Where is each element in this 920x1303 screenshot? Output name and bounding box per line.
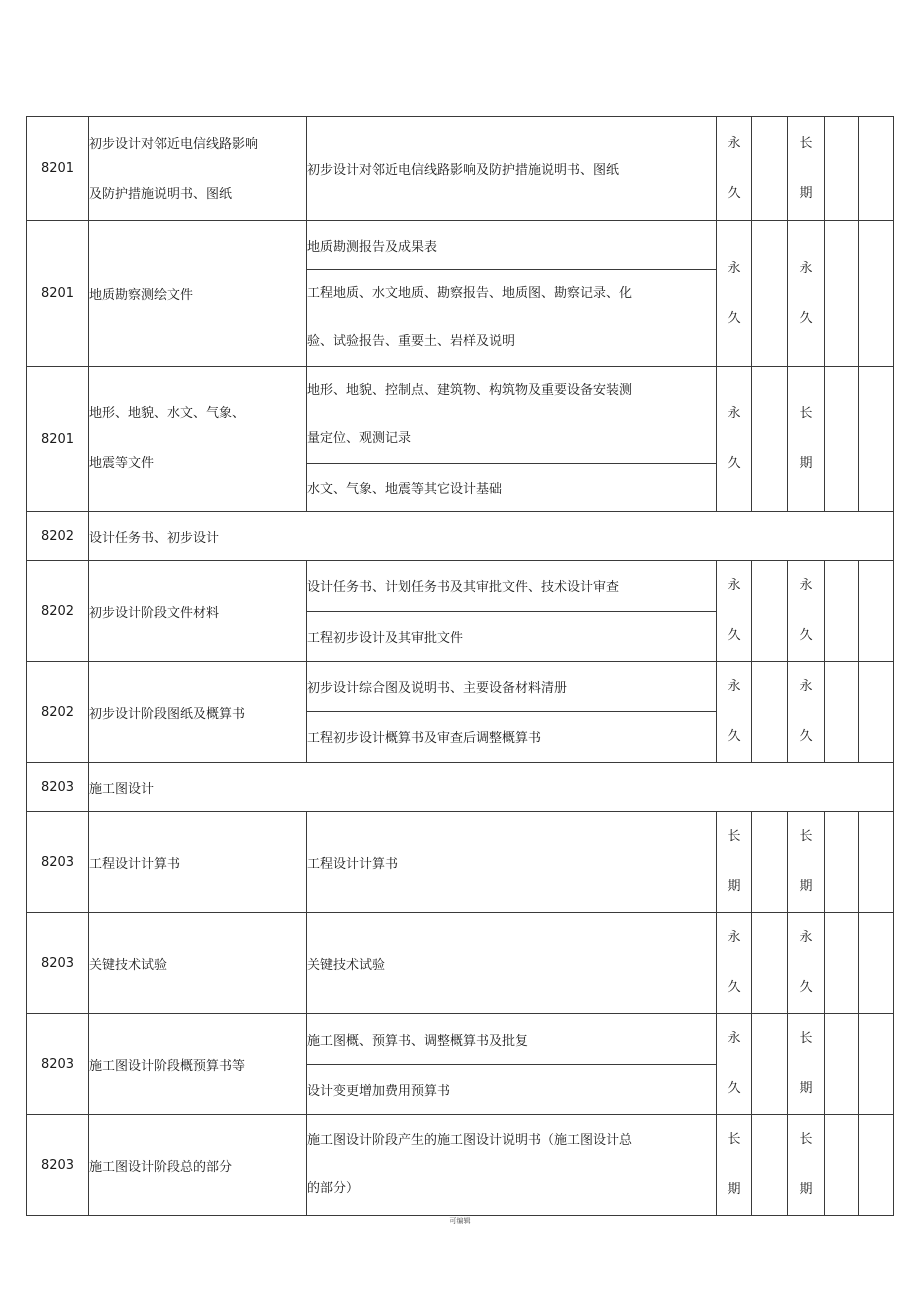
table-row (27, 221, 894, 270)
empty-cell (825, 117, 859, 221)
row-detail: 初步设计对邻近电信线路影响及防护措施说明书、图纸 (307, 117, 717, 221)
empty-cell (859, 117, 894, 221)
retention-period-2: 长 期 (788, 367, 825, 512)
row-detail: 初步设计综合图及说明书、主要设备材料清册 (307, 662, 717, 712)
empty-cell (825, 367, 859, 512)
retention-period-1: 永 久 (717, 561, 752, 662)
table-row (27, 1014, 894, 1065)
empty-cell (859, 913, 894, 1014)
empty-cell (825, 662, 859, 763)
table-row (27, 1115, 894, 1216)
table-row (27, 812, 894, 913)
row-detail: 工程初步设计概算书及审查后调整概算书 (307, 711, 717, 762)
row-code: 8203 (27, 763, 89, 812)
row-code: 8202 (27, 662, 89, 763)
row-detail: 工程地质、水文地质、勘察报告、地质图、勘察记录、化验、试验报告、重要土、岩样及说明 (307, 270, 717, 367)
table-row (27, 763, 894, 812)
retention-period-2: 永 久 (788, 561, 825, 662)
empty-cell (752, 117, 788, 221)
empty-cell (859, 561, 894, 662)
empty-cell (825, 1014, 859, 1115)
records-table (26, 116, 894, 1216)
retention-period-1: 永 久 (717, 367, 752, 512)
row-detail: 关键技术试验 (307, 913, 717, 1014)
empty-cell (752, 913, 788, 1014)
row-name: 工程设计计算书 (89, 812, 307, 913)
empty-cell (825, 812, 859, 913)
empty-cell (859, 367, 894, 512)
row-code: 8203 (27, 913, 89, 1014)
row-name: 施工图设计阶段概预算书等 (89, 1014, 307, 1115)
retention-period-1: 长 期 (717, 812, 752, 913)
retention-period-2: 永 久 (788, 221, 825, 367)
retention-period-1: 永 久 (717, 662, 752, 763)
retention-period-2: 长 期 (788, 1014, 825, 1115)
group-heading: 施工图设计 (89, 763, 894, 812)
row-detail: 地形、地貌、控制点、建筑物、构筑物及重要设备安装测量定位、观测记录 (307, 367, 717, 464)
empty-cell (752, 367, 788, 512)
retention-period-2: 永 久 (788, 662, 825, 763)
empty-cell (859, 662, 894, 763)
empty-cell (859, 812, 894, 913)
empty-cell (825, 561, 859, 662)
row-code: 8201 (27, 221, 89, 367)
empty-cell (825, 1115, 859, 1216)
table-row (27, 561, 894, 612)
retention-period-1: 永 久 (717, 913, 752, 1014)
table-row (27, 512, 894, 561)
empty-cell (752, 1115, 788, 1216)
empty-cell (859, 1115, 894, 1216)
empty-cell (859, 1014, 894, 1115)
row-detail: 地质勘测报告及成果表 (307, 221, 717, 270)
row-detail: 设计任务书、计划任务书及其审批文件、技术设计审查 (307, 561, 717, 612)
row-code: 8202 (27, 512, 89, 561)
retention-period-2: 长 期 (788, 117, 825, 221)
row-name: 地质勘察测绘文件 (89, 221, 307, 367)
empty-cell (859, 221, 894, 367)
retention-period-2: 永 久 (788, 913, 825, 1014)
row-name: 施工图设计阶段总的部分 (89, 1115, 307, 1216)
row-code: 8202 (27, 561, 89, 662)
row-detail: 工程设计计算书 (307, 812, 717, 913)
table-row (27, 367, 894, 464)
retention-period-1: 永 久 (717, 1014, 752, 1115)
row-detail: 工程初步设计及其审批文件 (307, 611, 717, 662)
empty-cell (752, 1014, 788, 1115)
empty-cell (825, 221, 859, 367)
empty-cell (752, 812, 788, 913)
row-detail: 设计变更增加费用预算书 (307, 1065, 717, 1115)
row-code: 8203 (27, 1014, 89, 1115)
row-name: 地形、地貌、水文、气象、地震等文件 (89, 367, 307, 512)
retention-period-1: 永 久 (717, 117, 752, 221)
retention-period-1: 长 期 (717, 1115, 752, 1216)
row-name: 初步设计阶段图纸及概算书 (89, 662, 307, 763)
row-name: 初步设计对邻近电信线路影响及防护措施说明书、图纸 (89, 117, 307, 221)
row-detail: 施工图设计阶段产生的施工图设计说明书（施工图设计总的部分） (307, 1115, 717, 1216)
row-code: 8203 (27, 812, 89, 913)
table-row (27, 913, 894, 1014)
row-code: 8203 (27, 1115, 89, 1216)
row-code: 8201 (27, 367, 89, 512)
empty-cell (752, 662, 788, 763)
row-name: 关键技术试验 (89, 913, 307, 1014)
table-row (27, 117, 894, 221)
retention-period-2: 长 期 (788, 1115, 825, 1216)
empty-cell (752, 561, 788, 662)
row-code: 8201 (27, 117, 89, 221)
footer-note: 可编辑 (449, 1217, 471, 1225)
group-heading: 设计任务书、初步设计 (89, 512, 894, 561)
retention-period-2: 长 期 (788, 812, 825, 913)
empty-cell (752, 221, 788, 367)
empty-cell (825, 913, 859, 1014)
retention-period-1: 永 久 (717, 221, 752, 367)
row-detail: 施工图概、预算书、调整概算书及批复 (307, 1014, 717, 1065)
table-row (27, 662, 894, 712)
row-name: 初步设计阶段文件材料 (89, 561, 307, 662)
row-detail: 水文、气象、地震等其它设计基础 (307, 464, 717, 512)
